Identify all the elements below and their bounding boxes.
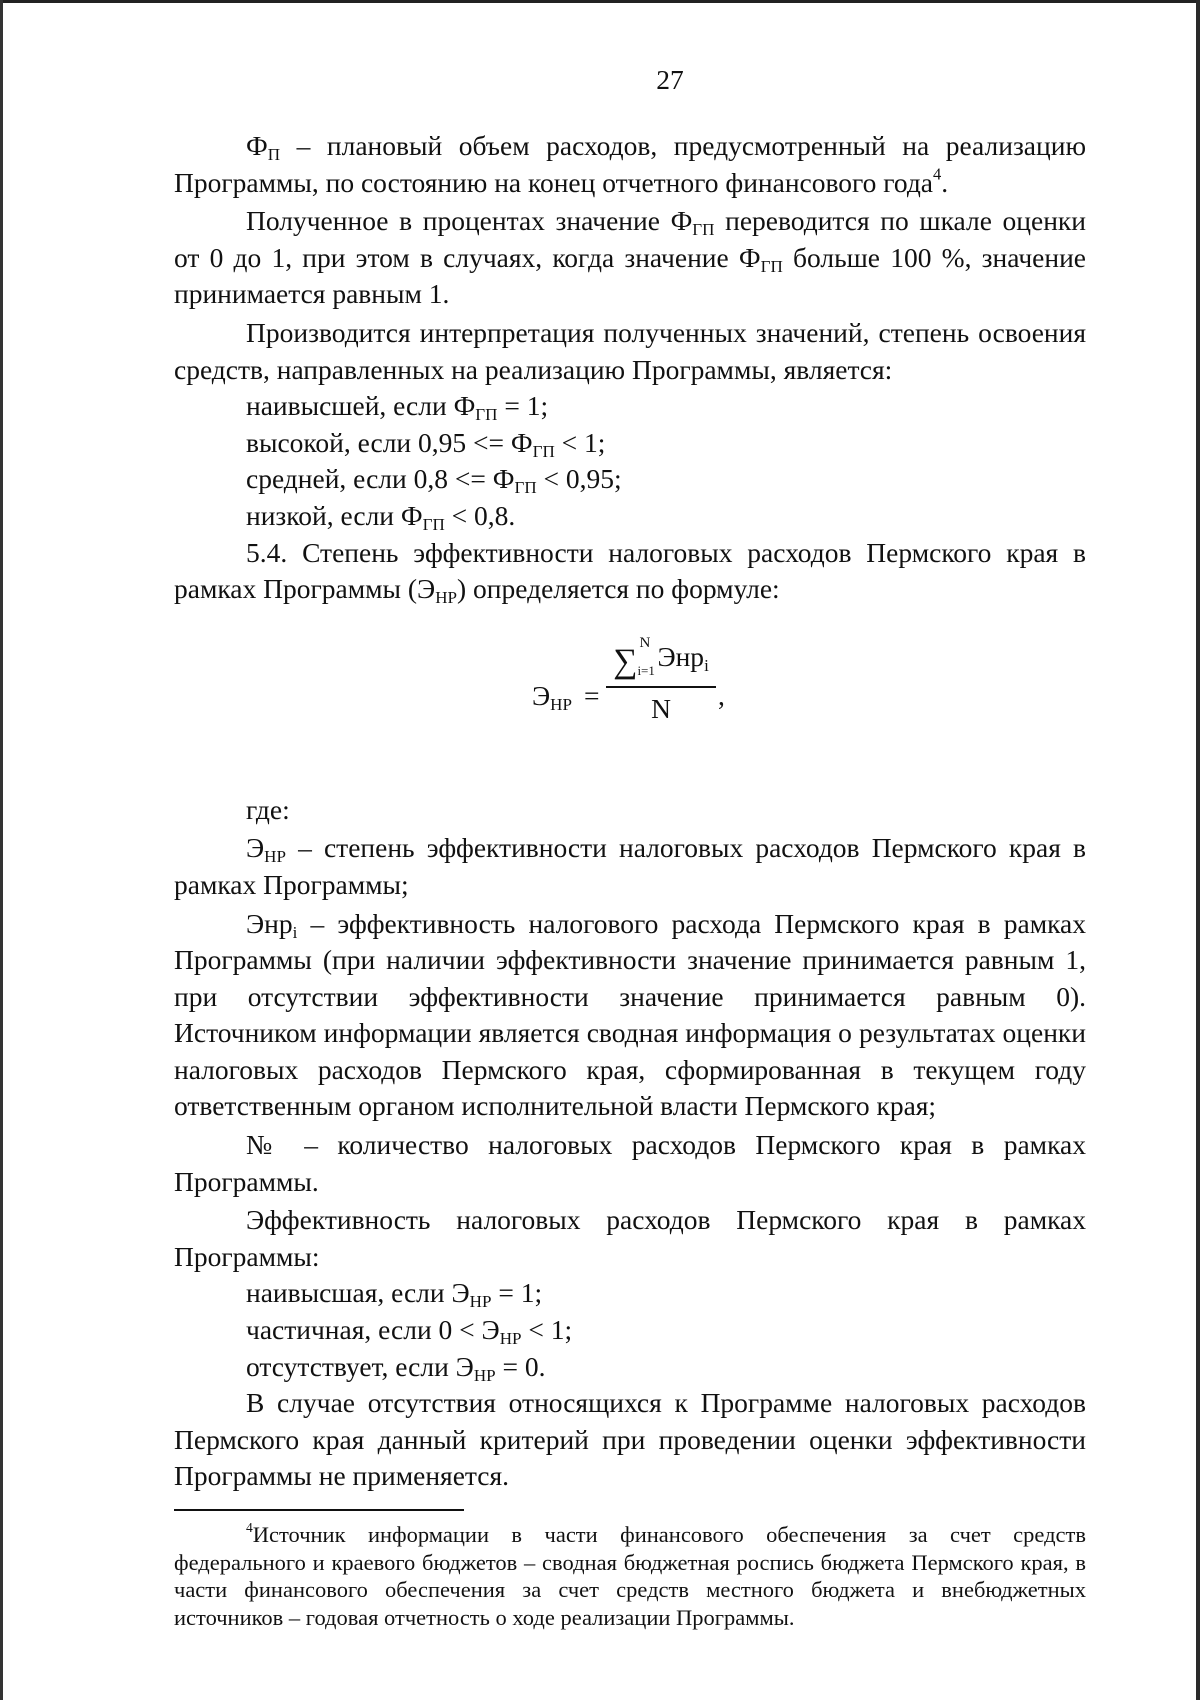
paragraph-text: – плановый объем расходов, предусмотренный на реализацию Программы, по состоянию на конец отчетного финансового года <box>174 130 1086 198</box>
formula-lhs <box>532 678 572 715</box>
symbol-subscript: ГП <box>692 219 715 239</box>
footnote-separator <box>174 1509 464 1511</box>
sum-limits <box>635 634 657 678</box>
document-page <box>174 62 1086 1631</box>
list-item-medium <box>174 461 1086 498</box>
formula-summand: Энр <box>657 640 705 672</box>
definition-symbol: Энр <box>246 907 293 939</box>
paragraph-effectiveness-intro: Эффективность налоговых расходов Пермского края в рамках Программы: <box>174 1204 1086 1272</box>
definition-symbol: Э <box>246 832 265 864</box>
formula-trailing-comma: , <box>718 679 725 711</box>
formula-symbol: Э <box>532 679 551 711</box>
sum-sign: ∑ <box>613 642 638 680</box>
list-item-high <box>174 425 1086 462</box>
symbol-subscript: ГП <box>475 404 498 424</box>
item-text: низкой, если Ф <box>246 499 423 531</box>
symbol-subscript: НР <box>469 1292 492 1312</box>
symbol-subscript: НР <box>499 1328 522 1348</box>
definition-enr <box>174 830 1086 903</box>
item-text: частичная, если 0 < Э <box>246 1314 500 1346</box>
item-text: = 1; <box>497 390 549 422</box>
paragraph-planned-volume <box>174 128 1086 201</box>
list-item-highest <box>174 388 1086 425</box>
paragraph-text: 5.4. Степень эффективности налоговых расходов Пермского края в рамках Программы (Э <box>174 536 1086 605</box>
item-text: наивысшая, если Э <box>246 1277 470 1309</box>
scan-edge-top <box>0 0 1200 3</box>
footnote-marker: 4 <box>246 1519 253 1535</box>
paragraph-closing: В случае отсутствия относящихся к Программе налоговых расходов Пермского края данный критерий при проведении оценки эффективности Программы не применяется. <box>174 1387 1086 1492</box>
formula-equals: = <box>584 679 600 711</box>
item-text: наивысшей, если Ф <box>246 390 476 422</box>
paragraph-text: переводится по шкале оценки от 0 до 1, при этом в случаях, когда значение Ф <box>174 205 1087 273</box>
scan-edge-right <box>1196 0 1200 1700</box>
paragraph-text: больше 100 %, значение принимается равным 1. <box>174 241 1086 310</box>
item-text: отсутствует, если Э <box>246 1350 474 1382</box>
sum-upper-limit: N <box>639 634 651 651</box>
list-item-low <box>174 498 1086 535</box>
sum-lower-limit: i=1 <box>637 662 655 678</box>
paragraph-section-5-4 <box>174 535 1086 608</box>
paragraph-percent-scale <box>174 203 1086 313</box>
definition-count: № – количество налоговых расходов Пермского края в рамках Программы. <box>174 1129 1086 1197</box>
symbol-subscript: П <box>267 144 281 164</box>
symbol-subscript: i <box>292 922 298 942</box>
footnote <box>174 1521 1086 1631</box>
fraction-bar <box>606 686 716 688</box>
item-text: = 0. <box>495 1350 546 1382</box>
formula-denominator: N <box>651 692 671 724</box>
item-text: < 0,95; <box>536 463 622 495</box>
symbol-subscript: НР <box>264 847 286 867</box>
symbol-subscript: НР <box>473 1365 496 1385</box>
paragraph-text: ) определяется по формуле: <box>456 573 780 605</box>
item-text: < 1; <box>521 1314 573 1346</box>
item-text: высокой, если 0,95 <= Ф <box>246 426 533 458</box>
where-label: где: <box>246 793 290 825</box>
symbol-subscript: ГП <box>532 441 555 461</box>
footnote-ref[interactable]: 4 <box>933 164 942 184</box>
item-text: = 1; <box>491 1277 543 1309</box>
scan-edge-left <box>0 0 3 1700</box>
period: . <box>941 166 949 198</box>
paragraph-text: Полученное в процентах значение Ф <box>246 205 693 237</box>
formula-tax-expenditure-efficiency <box>174 634 1086 768</box>
formula-symbol-subscript: НР <box>550 694 572 714</box>
item-text: < 0,8. <box>444 499 516 531</box>
item-text: средней, если 0,8 <= Ф <box>246 463 515 495</box>
symbol-subscript: ГП <box>422 514 445 534</box>
formula-summand-subscript: i <box>704 655 709 675</box>
footnote-text: Источник информации в части финансового обеспечения за счет средств федерального и краевого бюджетов – сводная бюджетная роспись бюджета Пермского края, в части финансового обеспечения за счет средств местного бюджета и внебюджетных источников – годовая отчетность о ходе реализации Программы. <box>174 1522 1086 1630</box>
formula-fraction <box>606 634 716 724</box>
effectiveness-item-absent <box>174 1349 1086 1386</box>
definition-text: – степень эффективности налоговых расходов Пермского края в рамках Программы; <box>174 832 1086 900</box>
effectiveness-item-highest <box>174 1275 1086 1312</box>
definition-text: – эффективность налогового расхода Пермского края в рамках Программы (при наличии эффективности значение принимается равным 1, при отсутствии эффективности значение принимается равным 0). Источником информации является сводная информация о результатах оценки налоговых расходов Пермского края, сформированная в текущем году ответственным органом исполнительной власти Пермского края; <box>174 907 1086 1122</box>
formula-numerator <box>606 634 716 682</box>
definition-enr-i <box>174 906 1086 1126</box>
symbol-subscript: ГП <box>514 478 537 498</box>
page-number: 27 <box>656 64 684 95</box>
effectiveness-item-partial <box>174 1312 1086 1349</box>
item-text: < 1; <box>554 426 606 458</box>
paragraph-interpretation: Производится интерпретация полученных значений, степень освоения средств, направленных на реализацию Программы, является: <box>174 316 1086 385</box>
symbol-subscript: ГП <box>760 256 783 276</box>
symbol-subscript: НР <box>435 587 457 607</box>
symbol-f: Ф <box>246 130 268 161</box>
